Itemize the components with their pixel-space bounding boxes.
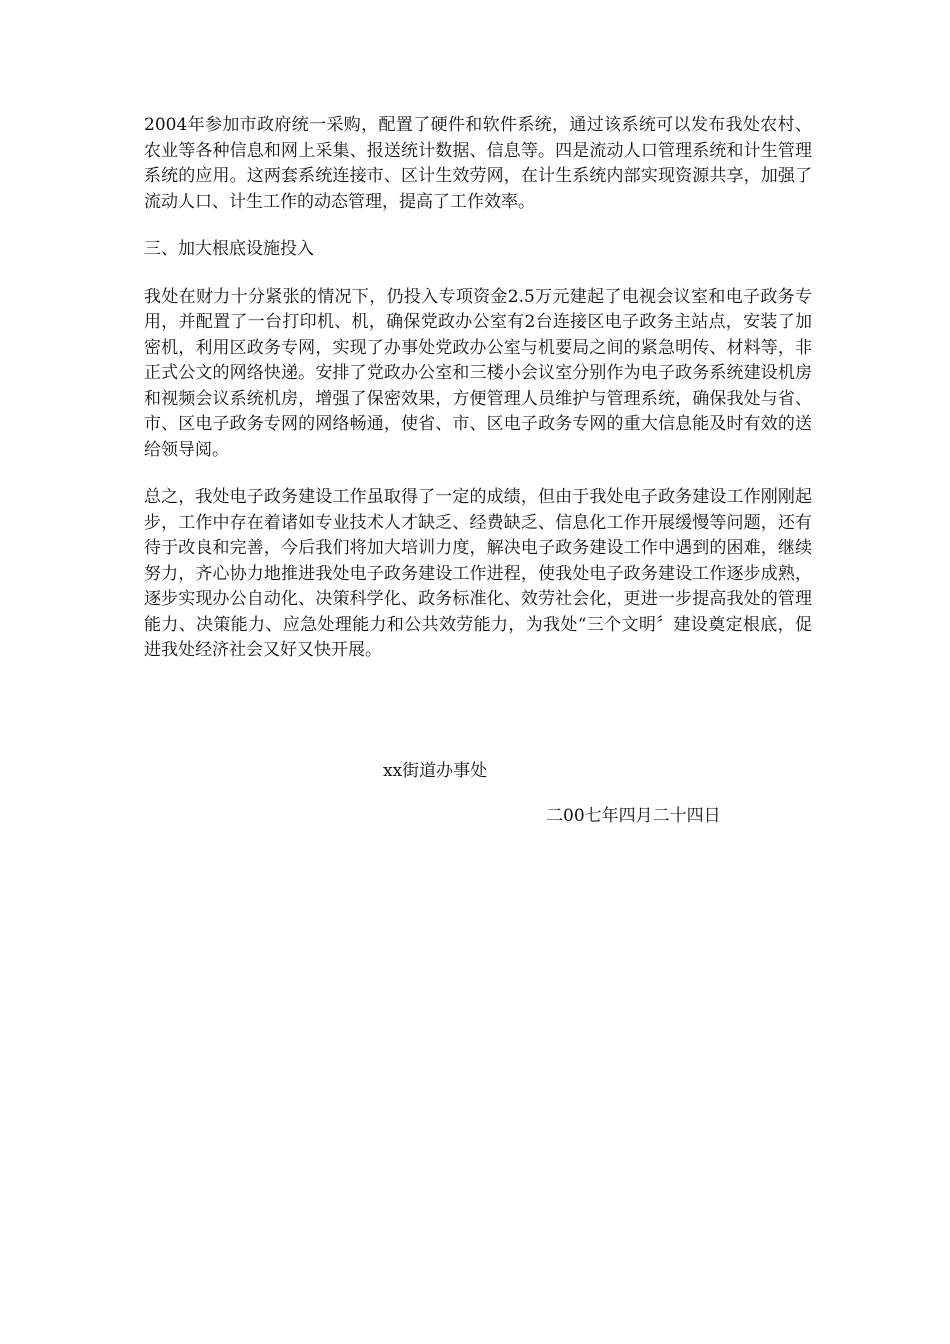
paragraph-procurement-systems: 2004年参加市政府统一采购，配置了硬件和软件系统，通过该系统可以发布我处农村、农业等各种信息和网上采集、报送统计数据、信息等。四是流动人口管理系统和计生管理系统的应用。这两套系统连接市、区计生效劳网，在计生系统内部实现资源共享，加强了流动人口、计生工作的动态管理，提高了工作效率。 (144, 115, 812, 212)
document-body (144, 113, 812, 686)
signature-office: xx街道办事处 (383, 761, 488, 781)
paragraph-infrastructure-investment: 我处在财力十分紧张的情况下，仍投入专项资金2.5万元建起了电视会议室和电子政务专用，并配置了一台打印机、机，确保党政办公室有2台连接区电子政务主站点，安装了加密机，利用区政务专网，实现了办事处党政办公室与机要局之间的紧急明传、材料等，非正式公文的网络快递。安排了党政办公室和三楼小会议室分别作为电子政务系统建设机房和视频会议系统机房，增强了保密效果，方便管理人员维护与管理系统，确保我处与省、市、区电子政务专网的网络畅通，使省、市、区电子政务专网的重大信息能及时有效的送给领导阅。 (144, 286, 812, 460)
document-date: 二00七年四月二十四日 (546, 806, 721, 826)
section-heading-infrastructure: 三、加大根底设施投入 (144, 239, 314, 259)
paragraph-summary: 总之，我处电子政务建设工作虽取得了一定的成绩，但由于我处电子政务建设工作刚刚起步，工作中存在着诸如专业技术人才缺乏、经费缺乏、信息化工作开展缓慢等问题，还有待于改良和完善，今后我们将加大培训力度，解决电子政务建设工作中遇到的困难，继续努力，齐心协力地推进我处电子政务建设工作进程，使我处电子政务建设工作逐步成熟，逐步实现办公自动化、决策科学化、政务标准化、效劳社会化，更进一步提高我处的管理能力、决策能力、应急处理能力和公共效劳能力，为我处“三个文明〞建设奠定根底，促进我处经济社会又好又快开展。 (144, 487, 812, 660)
